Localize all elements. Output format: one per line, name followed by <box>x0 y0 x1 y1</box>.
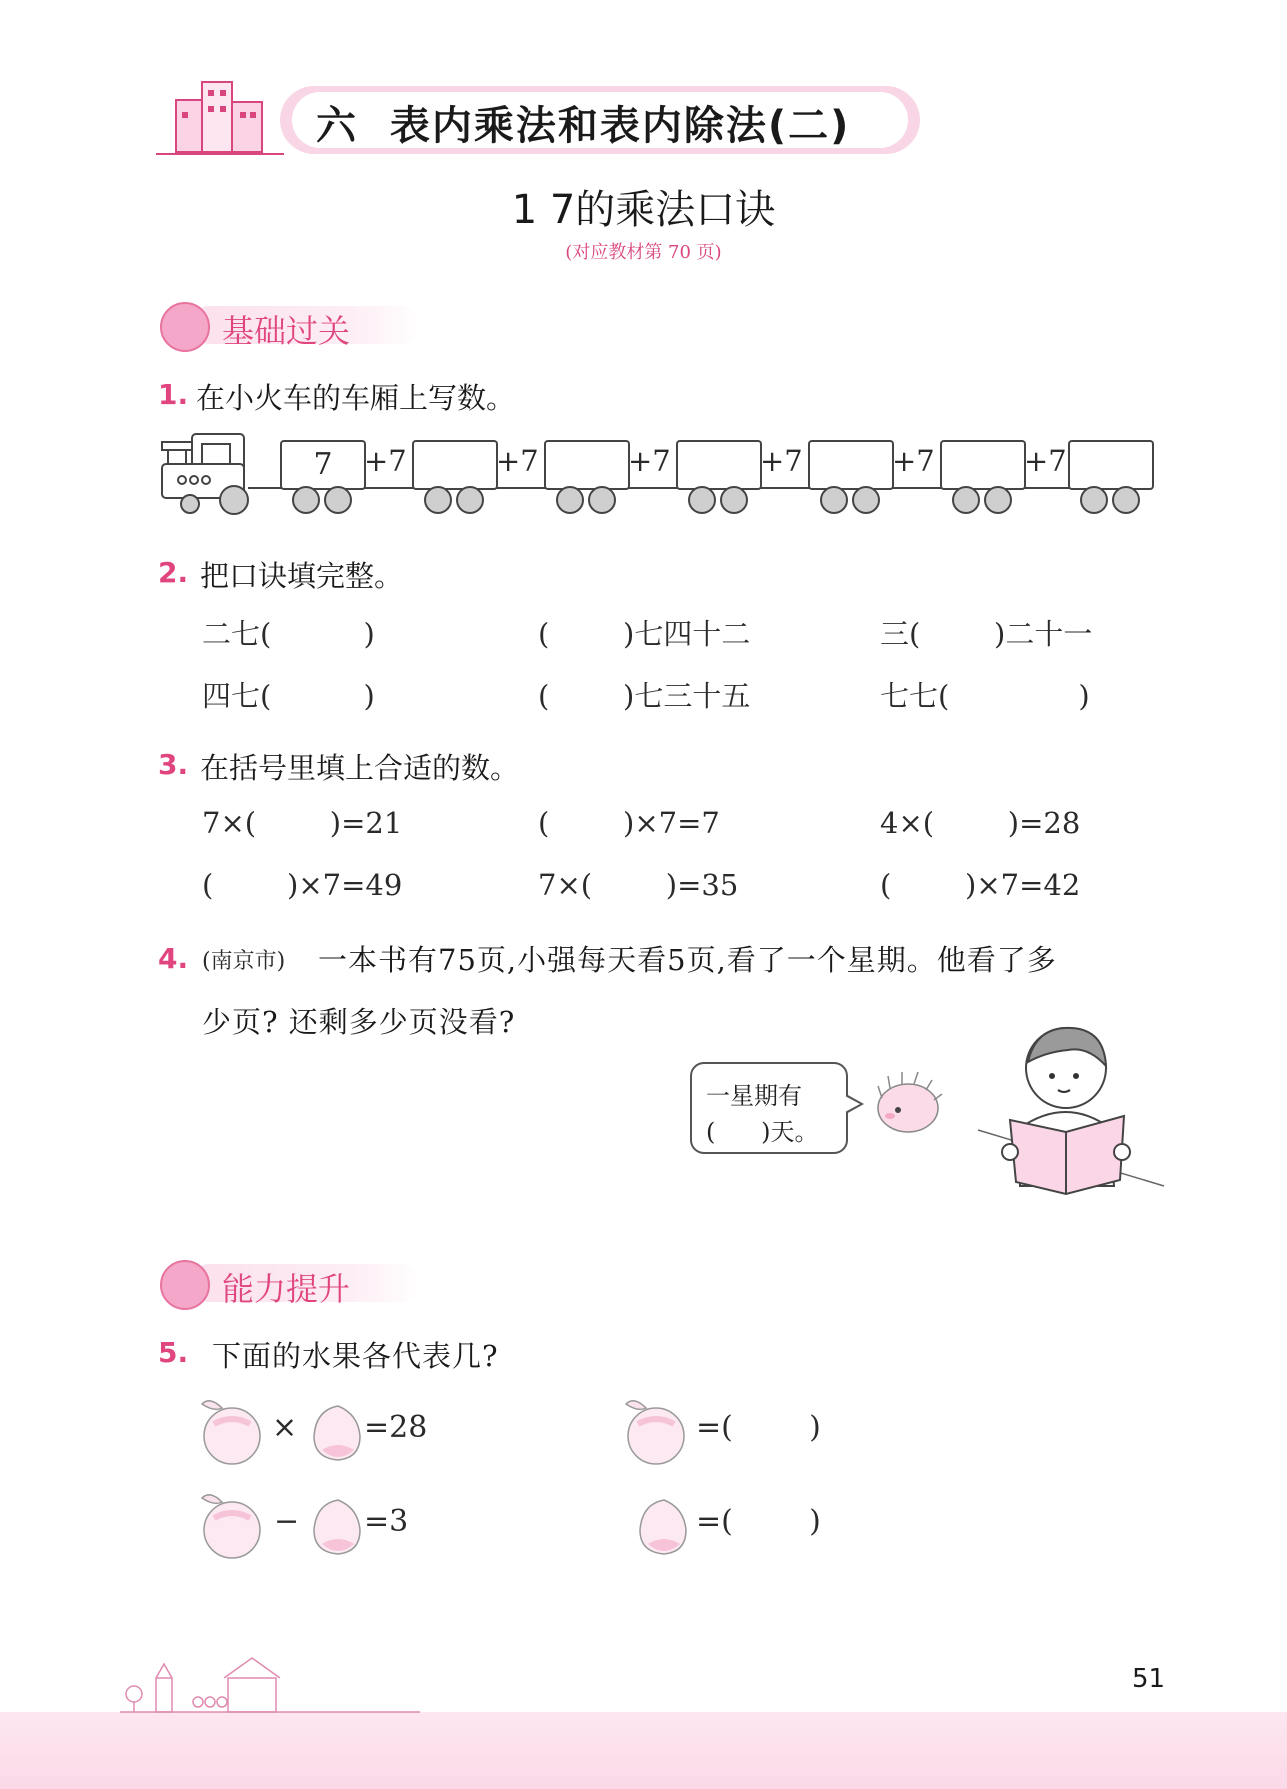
orange-fruit-icon <box>200 1394 266 1466</box>
fill-in-item[interactable]: 二七( ) <box>202 617 375 651</box>
fill-in-item[interactable]: 七七( ) <box>880 679 1090 713</box>
question-number: 1. <box>158 378 189 411</box>
speech-bubble <box>690 1062 848 1154</box>
equation-item[interactable]: 4×( )=28 <box>880 806 1081 840</box>
train-wheels <box>158 432 1158 518</box>
plus-label: +7 <box>892 444 935 478</box>
equation-item[interactable]: ( )×7=42 <box>880 868 1081 902</box>
equation-result: =28 <box>364 1410 428 1445</box>
train-car-value: 7 <box>313 447 333 482</box>
equation-item[interactable]: 7×( )=21 <box>202 806 403 840</box>
footer-decoration-town <box>120 1648 420 1714</box>
hedgehog-illustration <box>872 1068 944 1140</box>
plus-label: +7 <box>760 444 803 478</box>
train-illustration <box>158 432 1158 518</box>
mascot-face-icon <box>160 302 210 352</box>
bubble-fill-in[interactable]: ( )天。 <box>706 1118 819 1146</box>
fill-in-item[interactable]: 三( )二十一 <box>880 617 1093 651</box>
fill-in-answer[interactable]: =( ) <box>696 1504 821 1539</box>
section-title: 基础过关 <box>222 312 351 350</box>
orange-fruit-icon <box>624 1394 690 1466</box>
question-source: (南京市) <box>202 949 286 974</box>
textbook-reference: (对应教材第 70 页) <box>565 242 722 263</box>
section-title: 能力提升 <box>222 1270 351 1308</box>
peach-fruit-icon <box>308 1494 366 1560</box>
fill-in-item[interactable]: ( )七四十二 <box>538 617 751 651</box>
footer-band <box>0 1712 1287 1789</box>
equation-item[interactable]: ( )×7=7 <box>538 806 720 840</box>
peach-fruit-icon <box>308 1400 366 1466</box>
plus-label: +7 <box>628 444 671 478</box>
question-text: 一本书有75页,小强每天看5页,看了一个星期。他看了多 <box>318 943 1057 977</box>
question-number: 4. <box>158 942 189 975</box>
page-number: 51 <box>1132 1664 1166 1694</box>
plus-label: +7 <box>364 444 407 478</box>
header-decoration-buildings <box>156 72 286 162</box>
operator: − <box>274 1504 300 1539</box>
chapter-title: 六 表内乘法和表内除法(二) <box>316 103 851 149</box>
section-badge-advanced <box>160 1260 460 1308</box>
boy-reading-illustration <box>976 1016 1166 1202</box>
equation-result: =3 <box>364 1504 409 1539</box>
fill-in-answer[interactable]: =( ) <box>696 1410 821 1445</box>
question-number: 5. <box>158 1336 189 1369</box>
question-text: 在小火车的车厢上写数。 <box>196 381 516 415</box>
question-text: 在括号里填上合适的数。 <box>200 751 520 785</box>
fill-in-item[interactable]: ( )七三十五 <box>538 679 751 713</box>
operator: × <box>272 1410 298 1445</box>
equation-item[interactable]: 7×( )=35 <box>538 868 739 902</box>
question-text: 下面的水果各代表几? <box>212 1339 499 1373</box>
mascot-face-icon <box>160 1260 210 1310</box>
question-text: 少页? 还剩多少页没看? <box>202 1005 516 1039</box>
plus-label: +7 <box>496 444 539 478</box>
plus-label: +7 <box>1024 444 1067 478</box>
question-text: 把口诀填完整。 <box>200 559 404 593</box>
peach-fruit-icon <box>634 1494 692 1560</box>
section-badge-basic <box>160 302 460 350</box>
equation-item[interactable]: ( )×7=49 <box>202 868 403 902</box>
question-number: 2. <box>158 556 189 589</box>
bubble-text: 一星期有 <box>706 1082 802 1110</box>
lesson-title: 1 7的乘法口诀 <box>511 187 776 233</box>
question-number: 3. <box>158 748 189 781</box>
orange-fruit-icon <box>200 1488 266 1560</box>
fill-in-item[interactable]: 四七( ) <box>202 679 375 713</box>
